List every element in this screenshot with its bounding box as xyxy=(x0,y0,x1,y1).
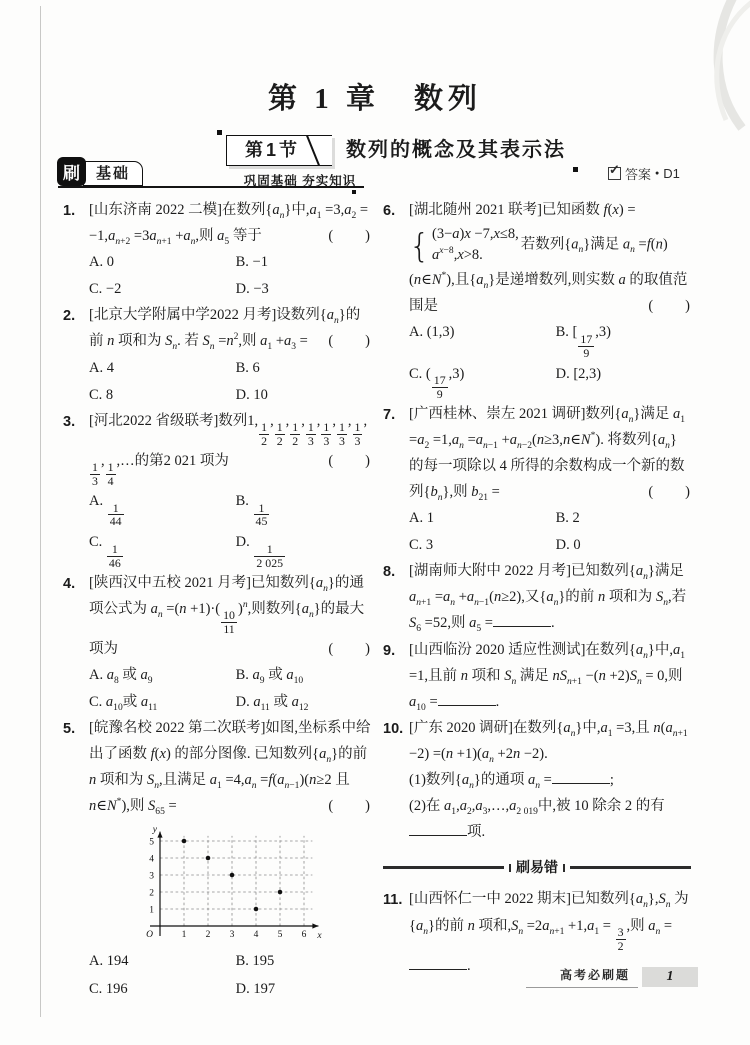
shua-jichu-badge xyxy=(57,157,143,186)
problem-text: [山西怀仁一中 2022 期末]已知数列$\{a_n\},S_n$ 为$\{a_n\}$的前 n 项和$,S_n =2a_{n+1} +1,a_1$ = $\frac{3}{2}$ ,则 $a_n$ =. xyxy=(409,891,689,974)
fraction: $\frac{1}{3}$ xyxy=(354,420,361,449)
answer-page-ref: D1 xyxy=(663,166,680,181)
corner-square-icon xyxy=(217,130,222,135)
option-A: A. 0 xyxy=(89,254,114,271)
svg-text:y: y xyxy=(152,825,157,836)
option-list xyxy=(89,488,371,569)
section-tab-box xyxy=(226,135,332,166)
problem-number: 11. xyxy=(383,892,403,909)
column-left xyxy=(63,197,371,1002)
option-B: B. −1 xyxy=(235,254,268,271)
option-C: C. 196 xyxy=(89,980,128,997)
option-B: B. $a_9$ 或 $a_{10}$ xyxy=(235,666,304,686)
svg-text:4: 4 xyxy=(149,854,154,865)
section-banner xyxy=(226,135,566,166)
option-list xyxy=(89,662,371,715)
fraction: $\frac{1}{3}$ xyxy=(323,420,330,449)
dot-icon: ● xyxy=(655,170,660,177)
divider-label: 刷易错 xyxy=(516,859,558,876)
checkbox-icon xyxy=(608,167,621,180)
option-D: D. [2,3) xyxy=(555,365,602,382)
svg-text:2: 2 xyxy=(205,930,211,941)
problem-text: [河北2022 省级联考]数列1, $\frac{1}{2}$ , $\frac{1}{2}$ , $\frac{1}{2}$ , $\frac{1}{3}$ , $\frac{1}{3}$ , $\frac{1}{3}$ , $\frac{1}{3}$ , $\frac{1}{3}$ , $\frac{1}{4}$ ,…的第2 021 项为 ( ) xyxy=(89,412,371,489)
section-tab: 第1节 xyxy=(226,135,300,166)
option-C: C. −2 xyxy=(89,281,122,298)
sub-question: (2)在 $a_1,a_2,a_3,\dots,a_{2 019}$中,被 10 除余 2 的有项. xyxy=(409,798,665,841)
fraction: $\frac{1}{45}$ xyxy=(255,500,268,529)
fill-in-blank xyxy=(409,821,467,836)
problem-text: [湖南师大附中 2022 月考]已知数列$\{a_n\}$满足 $a_{n+1} =a_n +a_{n-1}(n\ge 2)$,又$\{a_n\}$的前 n 项和为 $S_n$,若 $S_6 =52$,则 $a_5$ = . xyxy=(409,563,687,635)
fraction: $\frac{1}{3}$ xyxy=(92,460,98,489)
fraction: $\frac{17}{9}$ xyxy=(433,373,446,401)
slant-divider-icon xyxy=(300,135,332,166)
svg-text:5: 5 xyxy=(149,837,154,848)
fraction: $\frac{1}{2 025}$ xyxy=(256,541,284,570)
sub-question: (1)数列$\{a_n\}$的通项 $a_n$ = ; xyxy=(409,767,691,793)
option-C: C. 8 xyxy=(89,386,114,403)
fraction: $\frac{1}{4}$ xyxy=(107,460,114,489)
page-edge-line xyxy=(40,6,41,1017)
function-graph xyxy=(89,822,371,946)
option-A: A. $a_8$ 或 $a_9$ xyxy=(89,666,153,686)
option-C: C. $\frac{1}{46}$ xyxy=(89,534,121,570)
problem-2 xyxy=(63,302,371,407)
option-C: C. ( $\frac{17}{9}$ ,3) xyxy=(409,365,465,401)
section-subtitle: 巩固基础 夯实知识 xyxy=(243,174,357,188)
problem-text: [广东 2020 调研]在数列$\{a_n\}$中$,a_1 =3$,且 $n(a_{n+1} -2) =(n +1)(a_n +2n -2)$. xyxy=(409,719,688,765)
option-A: A. $\frac{1}{44}$ xyxy=(89,493,122,529)
problem-5 xyxy=(63,715,371,1002)
problem-number: 2. xyxy=(63,308,76,325)
problem-4 xyxy=(63,570,371,716)
answer-paren: ( ) xyxy=(328,228,371,245)
option-D: D. $a_{11}$ 或 $a_{12}$ xyxy=(235,693,309,713)
svg-text:x: x xyxy=(317,931,322,942)
decorative-brush-swirl xyxy=(610,0,750,150)
answer-label: 答案 xyxy=(625,167,652,182)
problem-text: [湖北随州 2021 联考]已知函数 f(x) = { (3−a)x −7,x≤8, $a^{x-8},x>8$. 若数列$\{a_n\}$满足 $a_n$ =f(n)(n∈N*),且$\{a_n\}$是递增数列,则实数 a 的取值范围是 ( ) xyxy=(409,197,691,319)
fraction: $\frac{1}{3}$ xyxy=(307,420,314,449)
option-D: D. −3 xyxy=(235,281,269,298)
page-footer xyxy=(526,966,698,988)
problem-text: [广西桂林、崇左 2021 调研]数列$\{a_n\}$满足 $a_1 =a_2 =1,a_n =a_{n-1}$ $+a_{n-2}(n\ge 3,n\in N^*)$. 将数列$\{a_n\}$的每一项除以 4 所得的余数构成一个新的数列$\{b_n\}$,则 $b_{21}$ = ( ) xyxy=(409,401,691,505)
badge-label: 基础 xyxy=(83,161,143,186)
problem-10 xyxy=(383,715,691,845)
problem-number: 4. xyxy=(63,575,76,592)
option-A: A. 1 xyxy=(409,510,434,527)
shua-badge-icon: 刷 xyxy=(57,157,86,186)
problem-number: 9. xyxy=(383,642,396,659)
brace-icon: { xyxy=(409,225,430,265)
svg-text:O: O xyxy=(146,930,153,941)
option-C: C. $a_{10}$或 $a_{11}$ xyxy=(89,693,158,713)
svg-text:4: 4 xyxy=(253,930,259,941)
problem-number: 6. xyxy=(383,203,396,219)
option-B: B. [ $\frac{17}{9}$ ,3) xyxy=(555,324,611,360)
fill-in-blank xyxy=(493,613,551,628)
footer-book-title: 高考必刷题 xyxy=(526,966,638,988)
problem-9 xyxy=(383,637,691,715)
problem-text: [北京大学附属中学2022 月考]设数列$\{a_n\}$的前 n 项和为 $S_n$. 若 $S_n =n^2$,则 $a_1 +a_3$ = ( ) xyxy=(89,302,371,354)
fraction: $\frac{1}{2}$ xyxy=(292,420,299,449)
option-list xyxy=(89,355,371,408)
fill-in-blank xyxy=(409,955,467,970)
option-list xyxy=(409,505,691,558)
answer-reference xyxy=(608,164,680,183)
piecewise-function: { (3−a)x −7,x≤8, $a^{x-8},x>8$. xyxy=(409,225,519,265)
option-B: B. 2 xyxy=(555,510,580,527)
problem-text: [陕西汉中五校 2021 月考]已知数列$\{a_n\}$的通项公式为 $a_n =(n +1)\cdot$( $\frac{10}{11}$ )$^n$,则数列$\{a_n\}$的最大项为 ( ) xyxy=(89,570,371,662)
problem-7 xyxy=(383,401,691,559)
option-D: D. 10 xyxy=(235,386,268,403)
option-B: B. 6 xyxy=(235,359,260,376)
svg-text:2: 2 xyxy=(149,888,154,899)
answer-paren: ( ) xyxy=(328,798,371,815)
option-D: D. $\frac{1}{2 025}$ xyxy=(235,534,284,570)
rule-dot-icon xyxy=(352,190,356,194)
problem-11 xyxy=(383,886,691,978)
option-B: B. 195 xyxy=(235,953,275,970)
problem-number: 10. xyxy=(383,720,404,737)
option-D: D. 197 xyxy=(235,980,276,997)
error-prone-divider xyxy=(383,855,691,880)
problem-6 xyxy=(383,197,691,401)
fraction: $\frac{1}{44}$ xyxy=(109,500,122,529)
chapter-title: 第 1 章 数列 xyxy=(267,83,482,115)
svg-text:3: 3 xyxy=(149,871,154,882)
problem-number: 5. xyxy=(63,721,76,738)
svg-text:5: 5 xyxy=(277,930,283,941)
problem-1 xyxy=(63,197,371,302)
fill-in-blank xyxy=(438,691,496,706)
svg-text:6: 6 xyxy=(301,930,307,941)
fraction: $\frac{1}{46}$ xyxy=(108,541,121,570)
answer-paren: ( ) xyxy=(328,333,371,350)
problem-3 xyxy=(63,408,371,570)
fraction: $\frac{1}{2}$ xyxy=(276,420,283,449)
footer-page-number: 1 xyxy=(642,967,698,987)
fraction: $\frac{1}{3}$ xyxy=(338,420,345,449)
option-list xyxy=(409,319,691,400)
option-list xyxy=(89,948,371,1001)
problem-number: 3. xyxy=(63,413,76,430)
fraction: $\frac{3}{2}$ xyxy=(617,925,624,953)
problem-number: 1. xyxy=(63,203,76,219)
answer-paren: ( ) xyxy=(648,483,691,500)
problem-number: 7. xyxy=(383,406,396,423)
column-right xyxy=(383,197,691,979)
section-title: 数列的概念及其表示法 xyxy=(346,139,567,161)
option-D: D. 0 xyxy=(555,537,581,554)
problem-8 xyxy=(383,558,691,636)
fraction: $\frac{10}{11}$ xyxy=(223,608,235,636)
function-graph-svg xyxy=(134,822,326,946)
option-A: A. 4 xyxy=(89,359,114,376)
option-C: C. 3 xyxy=(409,537,434,554)
svg-text:1: 1 xyxy=(149,905,154,916)
option-A: A. 194 xyxy=(89,953,129,970)
problem-text: [山东济南 2022 二模]在数列$\{a_n\}$中$,a_1 =3,a_2 = -1,a_{n+2} =3a_{n+1} +a_n$,则 $a_5$ 等于 ( ) xyxy=(89,197,371,249)
corner-square-icon xyxy=(573,167,578,172)
fill-in-blank xyxy=(552,769,610,784)
answer-paren: ( ) xyxy=(648,298,691,315)
option-list xyxy=(89,249,371,302)
option-A: A. (1,3) xyxy=(409,324,455,341)
problem-number: 8. xyxy=(383,564,396,581)
option-B: B. $\frac{1}{45}$ xyxy=(235,493,268,529)
svg-text:3: 3 xyxy=(229,930,235,941)
answer-paren: ( ) xyxy=(328,452,371,469)
problem-text: [皖豫名校 2022 第二次联考]如图,坐标系中给出了函数 f(x) 的部分图像. 已知数列$\{a_n\}$的前 n 项和为 $S_n$,且满足 $a_1 =4,a_n =f(a_{n-1})(n\ge 2$ 且 n∈N*),则 $S_{65}$ = ( ) xyxy=(89,715,371,819)
answer-paren: ( ) xyxy=(328,640,371,657)
problem-text: [山西临汾 2020 适应性测试]在数列$\{a_n\}$中$,a_1 =1$,且前 n 项和 $S_n$ 满足 $nS_{n+1} -(n +2)S_n = 0$,则$a_{10}$ = . xyxy=(409,641,686,713)
fraction: $\frac{1}{2}$ xyxy=(261,420,268,449)
fraction: $\frac{17}{9}$ xyxy=(580,331,593,360)
svg-text:1: 1 xyxy=(181,930,187,941)
